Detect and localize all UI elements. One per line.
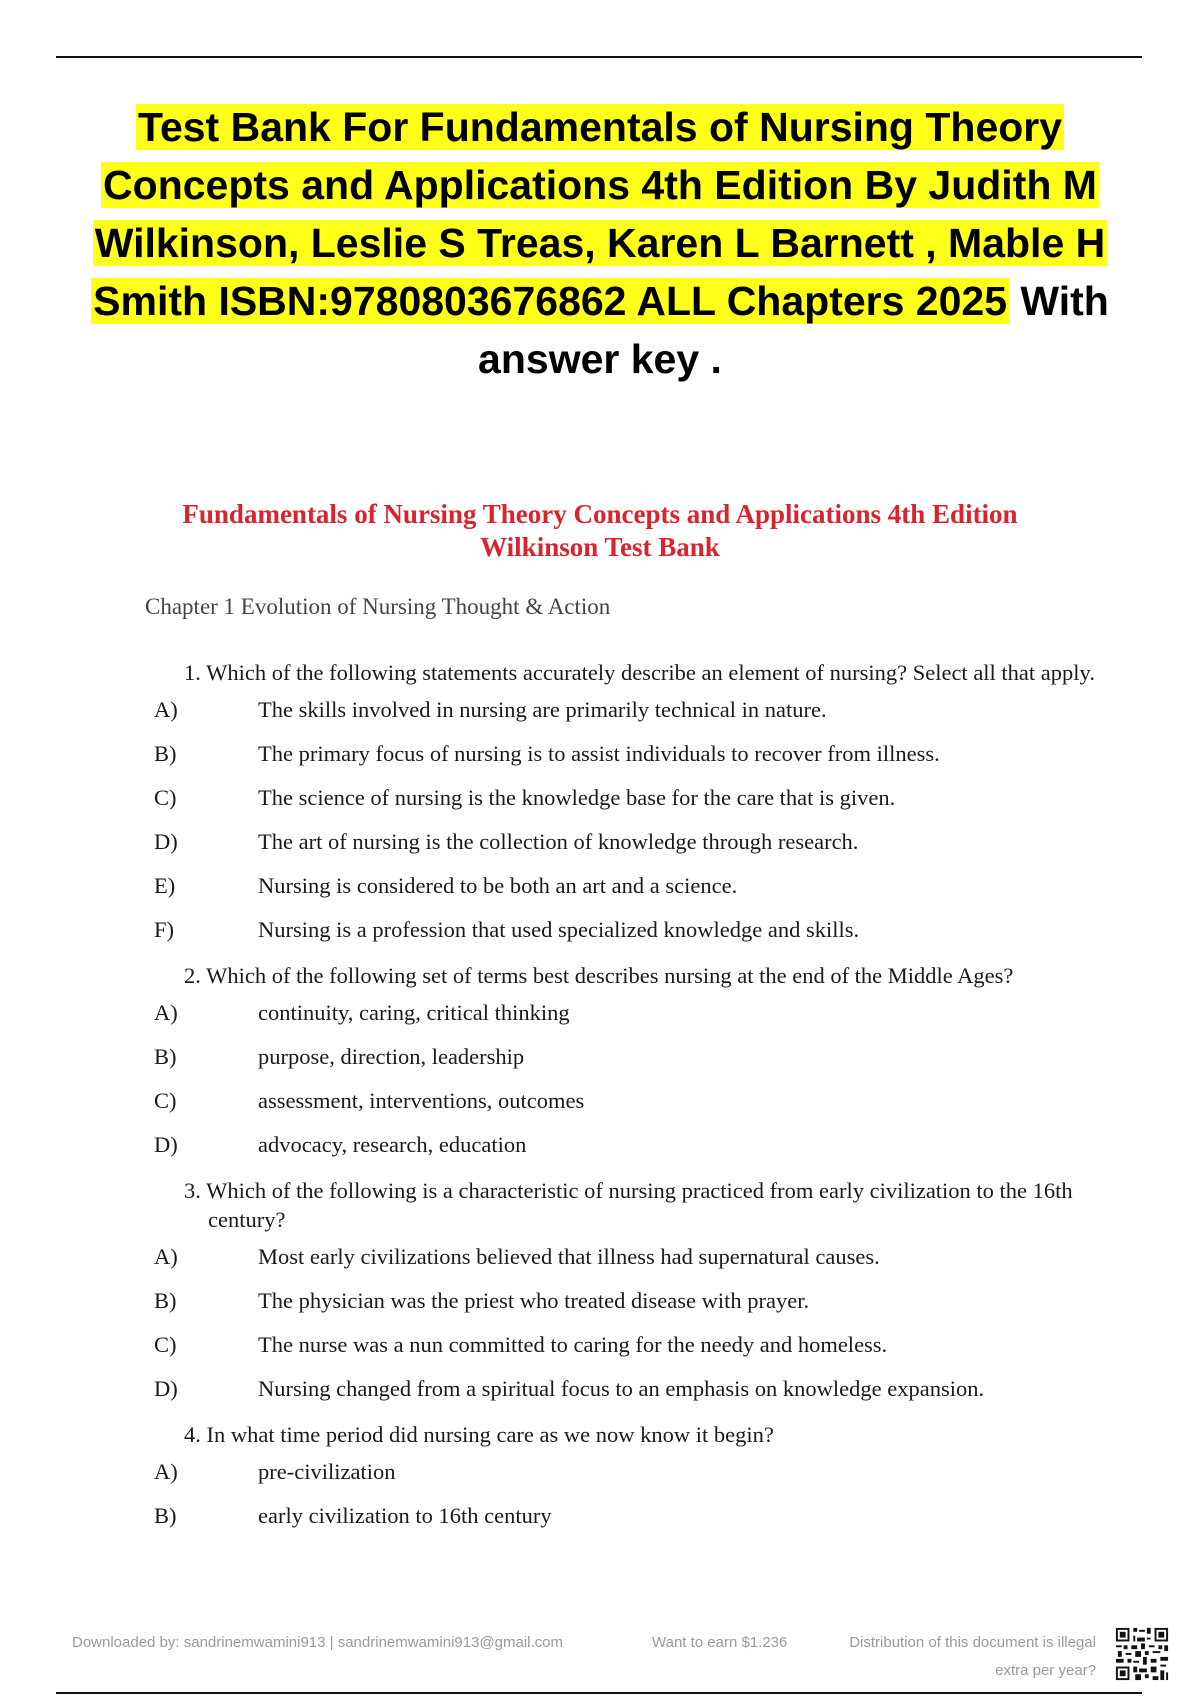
downloaded-by-text: Downloaded by: sandrinemwamini913 | sandrinemwamini913@gmail.com bbox=[72, 1634, 564, 1651]
qr-code-icon[interactable] bbox=[1114, 1626, 1170, 1682]
option-text: The primary focus of nursing is to assist individuals to recover from illness. bbox=[258, 741, 940, 766]
answer-option bbox=[0, 1332, 1200, 1376]
question-stem: 4. In what time period did nursing care as we now know it begin? bbox=[184, 1422, 774, 1447]
subtitle bbox=[150, 498, 1050, 564]
subtitle-line-2: Wilkinson Test Bank bbox=[480, 532, 720, 562]
answer-option bbox=[0, 741, 1200, 785]
title-highlighted: Test Bank For Fundamentals of Nursing Theory Concepts and Applications 4th Edition By Judith M Wilkinson, Leslie S Treas, Karen L Barnett , Mable H Smith ISBN:9780803676862 ALL Chapters 2025 bbox=[93, 104, 1106, 324]
answer-option bbox=[0, 1376, 1200, 1420]
option-text: Most early civilizations believed that illness had supernatural causes. bbox=[258, 1244, 880, 1269]
option-text: continuity, caring, critical thinking bbox=[258, 1000, 570, 1025]
answer-option bbox=[0, 785, 1200, 829]
subtitle-line-1: Fundamentals of Nursing Theory Concepts and Applications 4th Edition bbox=[182, 499, 1018, 529]
answer-option bbox=[0, 1088, 1200, 1132]
answer-option bbox=[0, 1000, 1200, 1044]
answer-option bbox=[0, 1288, 1200, 1332]
page-footer bbox=[0, 1624, 1200, 1684]
title-rest: With answer key . bbox=[478, 278, 1109, 382]
option-text: assessment, interventions, outcomes bbox=[258, 1088, 585, 1113]
answer-option bbox=[0, 917, 1200, 961]
option-text: Nursing is a profession that used specialized knowledge and skills. bbox=[258, 917, 860, 942]
option-letter: D) bbox=[154, 829, 178, 854]
option-letter: C) bbox=[154, 785, 177, 810]
option-text: advocacy, research, education bbox=[258, 1132, 527, 1157]
option-text: Nursing changed from a spiritual focus to an emphasis on knowledge expansion. bbox=[258, 1376, 985, 1401]
option-letter: B) bbox=[154, 1044, 177, 1069]
question-stem: 2. Which of the following set of terms best describes nursing at the end of the Middle Ages? bbox=[184, 963, 1014, 988]
option-letter: B) bbox=[154, 1288, 177, 1313]
option-text: pre-civilization bbox=[258, 1459, 396, 1484]
option-letter: A) bbox=[154, 1000, 178, 1025]
option-letter: A) bbox=[154, 697, 178, 722]
answer-option bbox=[0, 1503, 1200, 1547]
answer-option bbox=[0, 697, 1200, 741]
answer-option bbox=[0, 1044, 1200, 1088]
option-letter: F) bbox=[154, 917, 175, 942]
option-letter: C) bbox=[154, 1332, 177, 1357]
document-title bbox=[80, 98, 1120, 388]
option-text: The physician was the priest who treated disease with prayer. bbox=[258, 1288, 810, 1313]
extra-per-year-link[interactable]: extra per year? bbox=[995, 1662, 1096, 1679]
earn-link[interactable]: Want to earn $1.236 bbox=[652, 1634, 788, 1651]
answer-option bbox=[0, 873, 1200, 917]
question-list bbox=[0, 658, 1200, 1547]
top-rule bbox=[56, 56, 1142, 58]
bottom-rule bbox=[56, 1692, 1142, 1694]
option-text: Nursing is considered to be both an art and a science. bbox=[258, 873, 738, 898]
question-stem: 1. Which of the following statements accurately describe an element of nursing? Select all that apply. bbox=[184, 660, 1095, 685]
option-letter: D) bbox=[154, 1132, 178, 1157]
answer-option bbox=[0, 829, 1200, 873]
option-letter: D) bbox=[154, 1376, 178, 1401]
option-letter: E) bbox=[154, 873, 176, 898]
answer-option bbox=[0, 1244, 1200, 1288]
chapter-heading: Chapter 1 Evolution of Nursing Thought & Action bbox=[145, 594, 611, 619]
option-text: The nurse was a nun committed to caring for the needy and homeless. bbox=[258, 1332, 888, 1357]
option-text: early civilization to 16th century bbox=[258, 1503, 552, 1528]
distribution-notice: Distribution of this document is illegal bbox=[849, 1634, 1096, 1651]
answer-option bbox=[0, 1459, 1200, 1503]
option-letter: B) bbox=[154, 1503, 177, 1528]
option-letter: C) bbox=[154, 1088, 177, 1113]
option-letter: A) bbox=[154, 1244, 178, 1269]
option-text: The skills involved in nursing are primarily technical in nature. bbox=[258, 697, 827, 722]
option-letter: B) bbox=[154, 741, 177, 766]
option-text: The science of nursing is the knowledge base for the care that is given. bbox=[258, 785, 896, 810]
question-stem: 3. Which of the following is a characteristic of nursing practiced from early civilization to the 16th century? bbox=[184, 1178, 1073, 1232]
option-text: purpose, direction, leadership bbox=[258, 1044, 525, 1069]
option-letter: A) bbox=[154, 1459, 178, 1484]
answer-option bbox=[0, 1132, 1200, 1176]
option-text: The art of nursing is the collection of knowledge through research. bbox=[258, 829, 859, 854]
